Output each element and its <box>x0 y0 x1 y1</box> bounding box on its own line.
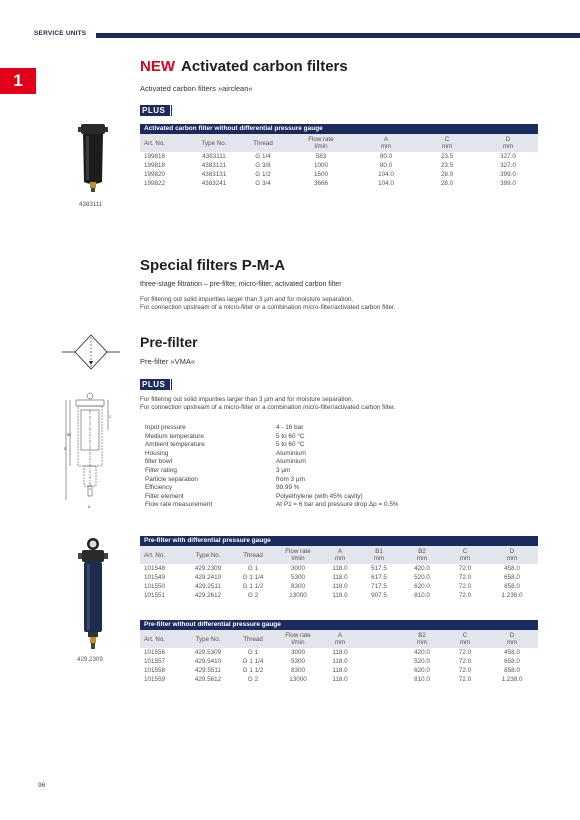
spec-row: Filter element Polyethylene (with 45% cavity) <box>145 492 363 500</box>
svg-text:B2: B2 <box>67 433 72 437</box>
spec-row: Particle separation from 3 µm <box>145 475 305 483</box>
col-c: C mm <box>459 548 471 562</box>
carbon-title <box>140 58 348 75</box>
plus-badge-text: PLUS <box>140 105 170 116</box>
prefilter-table2-title: Pre-filter without differential pressure gauge <box>140 620 538 630</box>
special-text-1: For filtering out solid impurities larger than 3 µm and for moisture separation. <box>140 296 354 303</box>
col-art-no: Art. No. <box>144 635 165 643</box>
col-empty <box>358 630 400 648</box>
col-a: A mm <box>334 548 346 562</box>
header-bar <box>96 33 580 38</box>
table-row: 101557 429.5410 G 1 1/4 5300 118.0 520.0 72.0 658.0 <box>144 658 520 665</box>
col-flow-rate: Flow rate l/min <box>285 548 311 562</box>
col-b2: B2 mm <box>416 632 428 646</box>
table-row: 101559 429.5612 G 2 13000 118.0 810.0 72.0 1.238.0 <box>144 676 523 683</box>
prefilter-image-caption: 429.2309 <box>77 656 103 663</box>
spec-row: Flow rate measurement At P1 = 6 bar and pressure drop Δp = 0.5% <box>145 501 399 509</box>
chapter-tab: 1 <box>0 68 36 94</box>
col-type-no: Type No. <box>195 635 221 643</box>
special-subtitle: three-stage filtration – pre-filter, micro-filter, activated carbon filter <box>140 281 342 288</box>
table-row: 101549 429.2410 G 1 1/4 5300 118.0 617.5 520.0 72.0 658.0 <box>144 574 520 581</box>
col-flow-rate: Flow rate l/min <box>308 136 334 150</box>
prefilter-table-with-gauge <box>140 536 538 600</box>
filter-symbol-icon <box>62 332 120 372</box>
table-row: 101551 429.2612 G 2 13000 118.0 907.5 810.0 72.0 1.238.0 <box>144 592 523 599</box>
carbon-subtitle: Activated carbon filters »airclean« <box>140 84 253 93</box>
spec-row: Efficiency 99.99 % <box>145 484 300 492</box>
col-a: A mm <box>380 136 392 150</box>
svg-text:A: A <box>88 505 91 509</box>
col-thread: Thread <box>253 139 273 147</box>
table-row: 199816 4383111 G 1/4 583 80.0 23.5 327.0 <box>144 153 516 160</box>
svg-text:C: C <box>109 415 112 419</box>
col-c: C mm <box>459 632 471 646</box>
table-row: 199818 4383121 G 3/8 1000 80.0 23.5 327.0 <box>144 162 516 169</box>
col-type-no: Type No. <box>201 139 227 147</box>
spec-row: Filter rating 3 µm <box>145 466 291 474</box>
col-type-no: Type No. <box>195 551 221 559</box>
table-row: 199822 4383241 G 3/4 3666 104.0 28.0 399.0 <box>144 180 516 187</box>
section-label: SERVICE UNITS <box>34 30 87 37</box>
col-b1: B1 mm <box>373 548 385 562</box>
prefilter-text-2: For connection upstream of a micro-filter or a combination micro-filter/activated carbon filter. <box>140 404 396 411</box>
table-row: 101558 429.5511 G 1 1/2 8300 118.0 620.0 72.0 858.0 <box>144 667 520 674</box>
spec-row: Medium temperature 5 to 60 °C <box>145 432 305 440</box>
new-label: NEW <box>140 58 175 75</box>
spec-list <box>145 424 505 510</box>
table-row: 101556 429.5309 G 1 3000 118.0 420.0 72.0 458.0 <box>144 649 520 656</box>
col-thread: Thread <box>243 635 263 643</box>
col-d: D mm <box>502 136 514 150</box>
technical-drawing <box>64 390 116 512</box>
col-b2: B2 mm <box>416 548 428 562</box>
special-text-2: For connection upstream of a micro-filter or a combination micro-filter/activated carbon filter. <box>140 304 396 311</box>
svg-text:D: D <box>64 447 67 451</box>
spec-row: Housing Aluminium <box>145 449 306 457</box>
plus-badge <box>140 100 170 118</box>
prefilter-table2-grid <box>140 630 538 684</box>
special-title: Special filters P-M-A <box>140 257 286 274</box>
table-row: 199820 4383131 G 1/2 1500 104.0 28.0 399.0 <box>144 171 516 178</box>
prefilter-image <box>78 536 108 654</box>
prefilter-table-without-gauge <box>140 620 538 684</box>
col-flow-rate: Flow rate l/min <box>285 632 311 646</box>
carbon-table <box>140 124 538 188</box>
col-a: A mm <box>334 632 346 646</box>
prefilter-table1-grid <box>140 546 538 600</box>
spec-row: Ambient temperature 5 to 60 °C <box>145 441 305 449</box>
col-d: D mm <box>506 548 518 562</box>
carbon-image-caption: 4383111 <box>79 201 103 208</box>
prefilter-text-1: For filtering out solid impurities larger than 3 µm and for moisture separation. <box>140 396 354 403</box>
prefilter-title: Pre-filter <box>140 334 198 350</box>
carbon-table-title: Activated carbon filter without differential pressure gauge <box>140 124 538 134</box>
spec-row: filter bowl Aluminium <box>145 458 306 466</box>
table-row: 101548 429.2309 G 1 3000 118.0 517.5 420.0 72.0 458.0 <box>144 565 520 572</box>
prefilter-subtitle: Pre-filter »VMA« <box>140 357 196 366</box>
carbon-title-text: Activated carbon filters <box>181 58 348 75</box>
plus-badge-text: PLUS <box>140 379 170 390</box>
col-c: C mm <box>441 136 453 150</box>
col-thread: Thread <box>243 551 263 559</box>
table-row: 101550 429.2511 G 1 1/2 8300 118.0 717.5 620.0 72.0 858.0 <box>144 583 520 590</box>
col-d: D mm <box>506 632 518 646</box>
page-number: 96 <box>38 782 46 789</box>
spec-row: Input pressure 4 - 16 bar <box>145 424 304 431</box>
carbon-table-grid <box>140 134 538 188</box>
col-art-no: Art. No. <box>144 139 165 147</box>
carbon-filter-image <box>78 122 108 194</box>
prefilter-table1-title: Pre-filter with differential pressure gauge <box>140 536 538 546</box>
plus-badge <box>140 374 170 392</box>
col-art-no: Art. No. <box>144 551 165 559</box>
